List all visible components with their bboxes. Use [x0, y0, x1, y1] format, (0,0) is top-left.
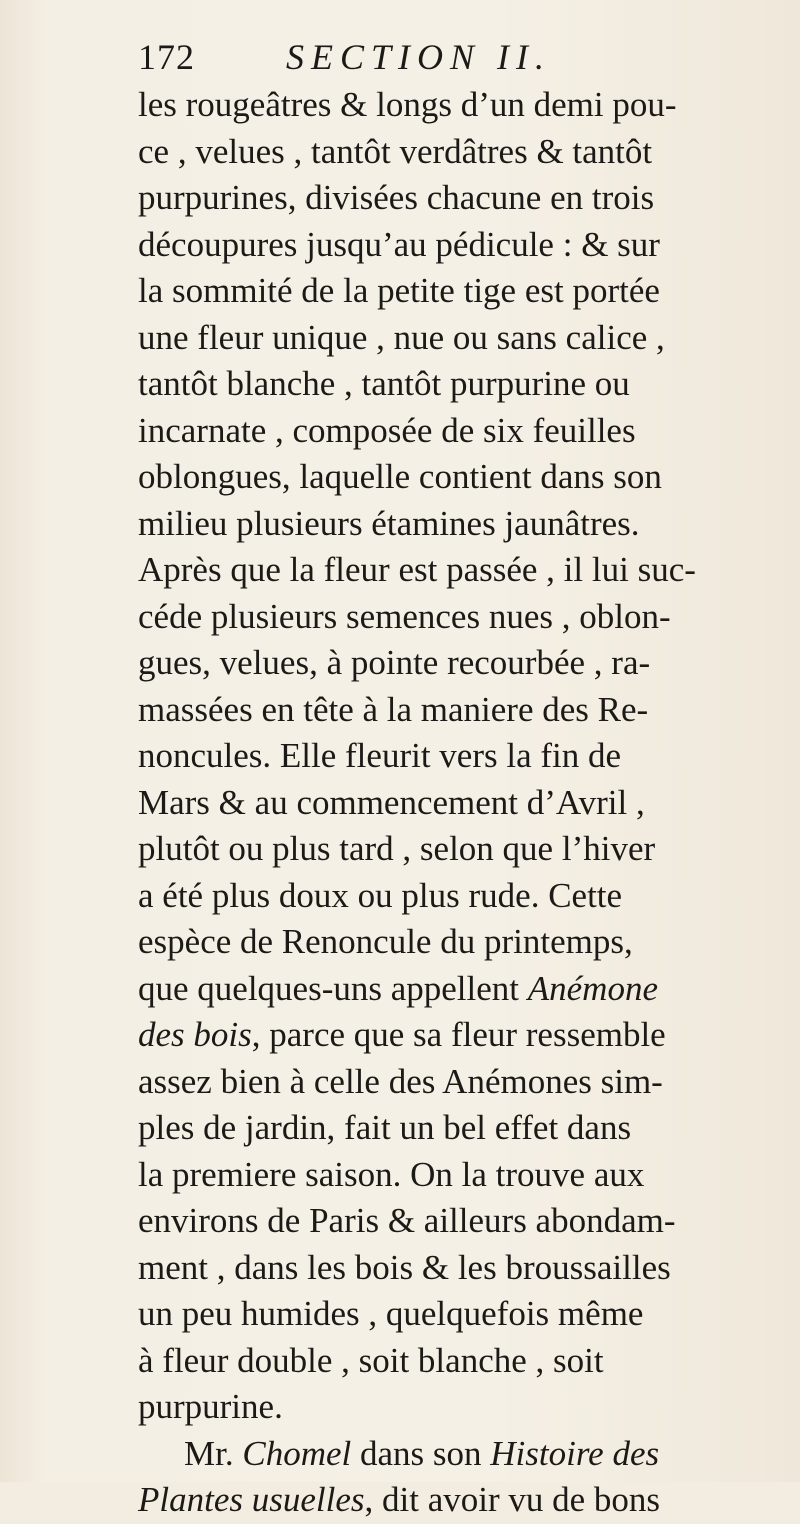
text-segment: un peu humides , quelquefois même [138, 1294, 644, 1333]
text-line [138, 966, 778, 1013]
text-segment: purpurines, divisées chacune en trois [138, 178, 655, 217]
text-segment: découpures jusqu’au pédicule : & sur [138, 224, 660, 264]
text-segment: ment , dans les bois & les broussailles [138, 1247, 671, 1287]
text-segment: , dit avoir vu de bons [364, 1480, 661, 1519]
text-segment: à fleur double , soit blanche , soit [138, 1340, 604, 1380]
text-segment: Mr. [184, 1433, 243, 1473]
text-line [138, 1198, 778, 1245]
text-segment: milieu plusieurs étamines jaunâtres. [138, 503, 640, 543]
text-line [138, 1059, 778, 1106]
text-line [138, 315, 778, 362]
italic-text: Chomel [242, 1433, 352, 1473]
text-segment: céde plusieurs semences nues , oblon- [138, 596, 671, 636]
text-line [138, 1012, 778, 1059]
text-segment: Mars & au commencement d’Avril , [138, 782, 645, 822]
text-line [138, 687, 778, 734]
text-line [138, 826, 778, 873]
italic-text: Plantes usuelles [138, 1480, 365, 1519]
text-line [138, 408, 778, 455]
text-segment: les rougeâtres & longs d’un demi pou- [138, 85, 677, 124]
text-line [138, 361, 778, 408]
text-line [138, 1245, 778, 1292]
text-line [138, 1477, 778, 1524]
text-segment: ce , velues , tantôt verdâtres & tantôt [138, 131, 653, 171]
text-line [138, 640, 778, 687]
text-line [138, 873, 778, 920]
text-line [138, 175, 778, 222]
text-line [138, 129, 778, 176]
text-segment: une fleur unique , nue ou sans calice , [138, 317, 665, 357]
text-segment: incarnate , composée de six feuilles [138, 410, 636, 450]
text-line [138, 733, 778, 780]
text-segment: plutôt ou plus tard , selon que l’hiver [138, 829, 656, 868]
text-line [138, 1152, 778, 1199]
text-segment: espèce de Renoncule du printemps, [138, 922, 633, 961]
text-segment: ples de jardin, fait un bel effet dans [138, 1108, 632, 1147]
text-segment: environs de Paris & ailleurs abondam- [138, 1201, 676, 1240]
running-head: SECTION II. [286, 37, 551, 77]
text-segment: que quelques-uns appellent [138, 968, 528, 1008]
text-segment: massées en tête à la maniere des Re- [138, 689, 649, 729]
body-text [138, 82, 778, 1524]
text-line [138, 501, 778, 548]
text-line [138, 454, 778, 501]
text-segment: noncules. Elle fleurit vers la fin de [138, 736, 622, 775]
text-segment: tantôt blanche , tantôt purpurine ou [138, 364, 630, 403]
text-segment: la sommité de la petite tige est portée [138, 271, 660, 310]
text-segment: , parce que sa fleur ressemble [251, 1015, 666, 1054]
text-line [138, 268, 778, 315]
italic-text: des bois [138, 1015, 252, 1054]
page-number: 172 [138, 37, 195, 77]
text-segment: oblongues, laquelle contient dans son [138, 457, 662, 496]
page-header [138, 36, 778, 82]
text-line [138, 919, 778, 966]
text-line [138, 780, 778, 827]
text-line [138, 1384, 778, 1431]
text-segment: la premiere saison. On la trouve aux [138, 1154, 645, 1194]
text-line [138, 1431, 778, 1478]
text-line [138, 1291, 778, 1338]
text-line [138, 1338, 778, 1385]
text-line [138, 82, 778, 129]
text-line [138, 594, 778, 641]
italic-text: Histoire des [490, 1433, 660, 1473]
text-segment: assez bien à celle des Anémones sim- [138, 1061, 663, 1101]
text-line [138, 547, 778, 594]
text-segment: gues, velues, à pointe recourbée , ra- [138, 643, 651, 682]
italic-text: Anémone [527, 968, 658, 1008]
text-segment: a été plus doux ou plus rude. Cette [138, 875, 623, 915]
text-segment: purpurine. [138, 1387, 283, 1426]
text-segment: dans son [351, 1433, 491, 1473]
text-segment: Après que la fleur est passée , il lui suc- [138, 550, 696, 589]
text-line [138, 1105, 778, 1152]
text-line [138, 222, 778, 269]
